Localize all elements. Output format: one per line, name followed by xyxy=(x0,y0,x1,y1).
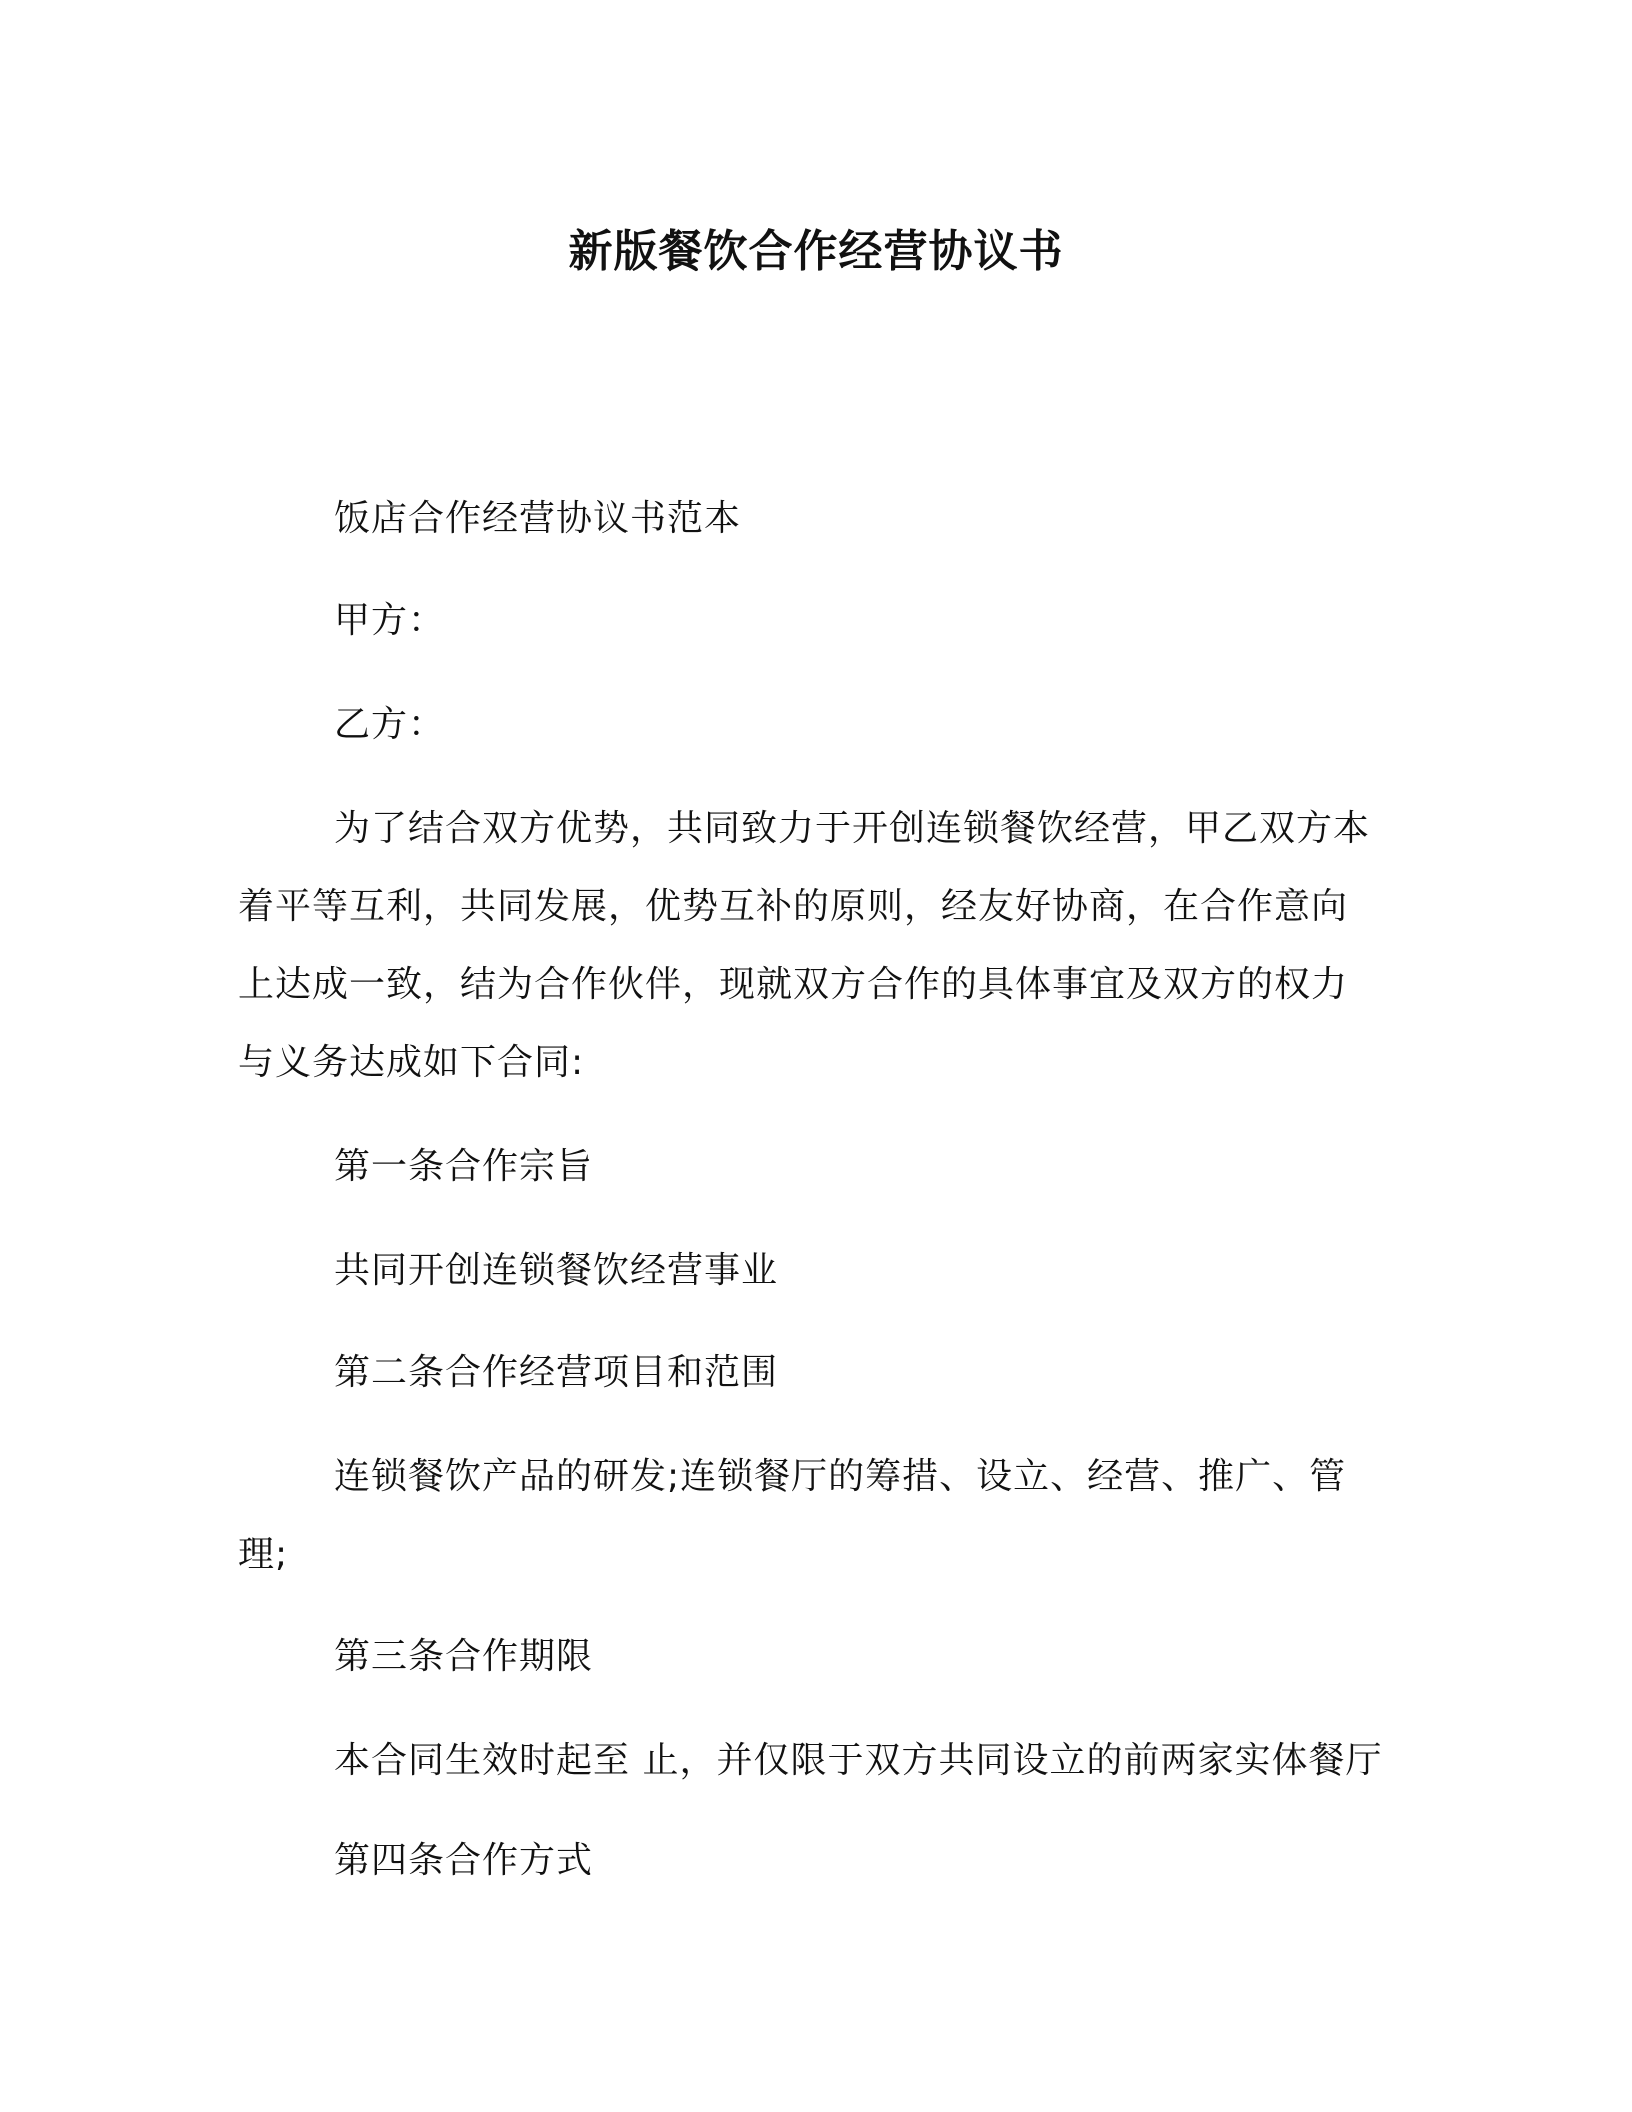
article1-body: 共同开创连锁餐饮经营事业 xyxy=(334,1250,779,1291)
party-b-line: 乙方： xyxy=(334,704,446,745)
party-a-line: 甲方： xyxy=(334,600,446,641)
article3-body: 本合同生效时起至 止，并仅限于双方共同设立的前两家实体餐厅 xyxy=(334,1740,1383,1781)
article4-heading: 第四条合作方式 xyxy=(334,1840,594,1881)
article2-body: 连锁餐饮产品的研发;连锁餐厅的筹措、设立、经营、推广、管理; xyxy=(238,1456,1347,1575)
article3-heading: 第三条合作期限 xyxy=(334,1636,594,1677)
document-subtitle: 饭店合作经营协议书范本 xyxy=(334,498,742,539)
article2-heading: 第二条合作经营项目和范围 xyxy=(334,1352,779,1393)
article1-heading: 第一条合作宗旨 xyxy=(334,1146,594,1187)
preamble-paragraph: 为了结合双方优势，共同致力于开创连锁餐饮经营，甲乙双方本着平等互利，共同发展，优势互补的原则，经友好协商，在合作意向上达成一致，结为合作伙伴，现就双方合作的具体事宜及双方的权力与义务达成如下合同: xyxy=(238,808,1371,1083)
document-title: 新版餐饮合作经营协议书 xyxy=(568,226,1064,277)
